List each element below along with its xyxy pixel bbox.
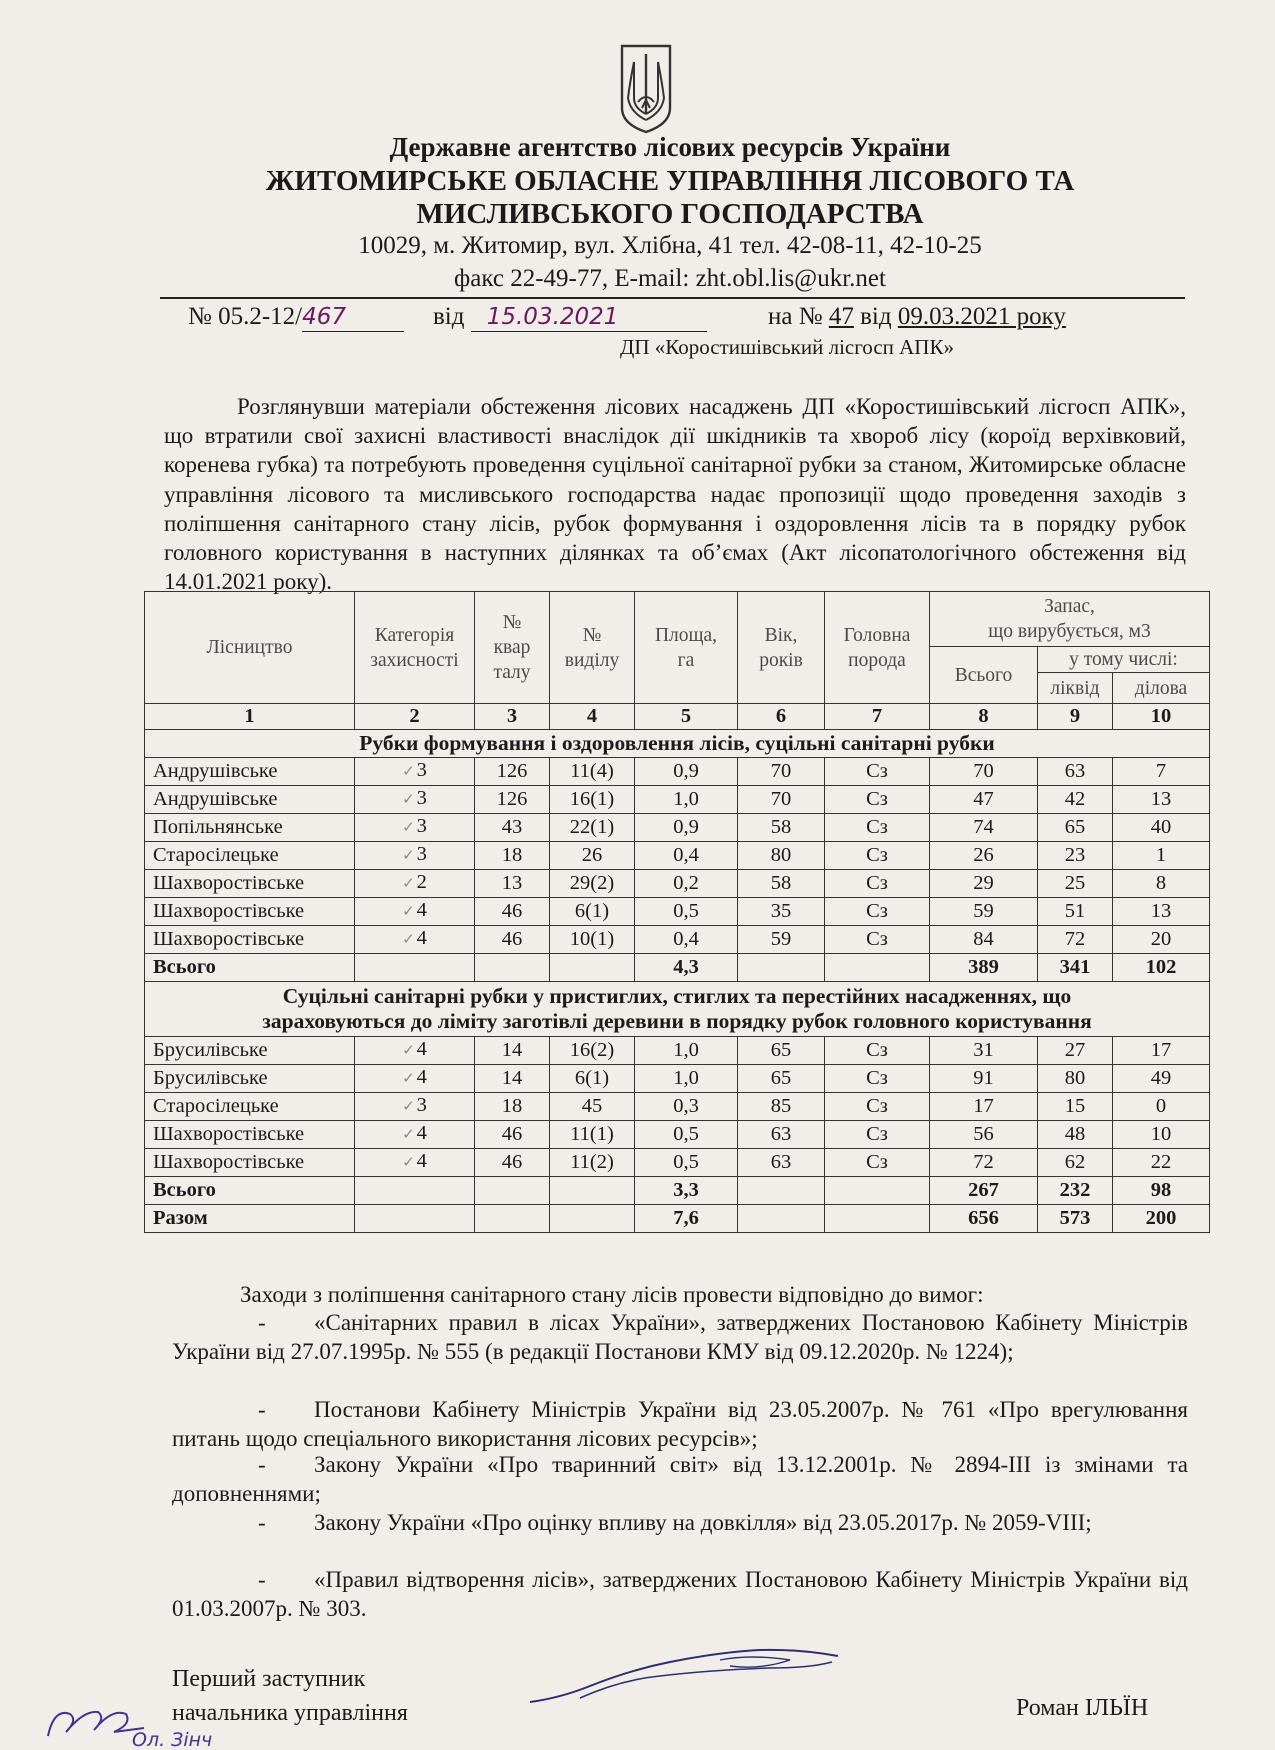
table-row: Шахворостівське ✓2 13 29(2) 0,2 58 Сз 29 25 8 [145,870,1210,898]
table-row: Шахворостівське ✓4 46 11(2) 0,5 63 Сз 72 62 22 [145,1149,1210,1177]
col-head-forestry: Лісництво [145,592,355,704]
incoming-reference [768,303,1066,331]
incoming-ref-number: 47 [828,303,854,330]
section1-total-row: Всього 4,3 389 341 102 [145,954,1210,982]
col-head-species: Головна порода [825,592,930,704]
table-row: Брусилівське ✓4 14 6(1) 1,0 65 Сз 91 80 49 [145,1065,1210,1093]
visa-initials-mark [40,1700,290,1750]
col-head-area: Площа, га [635,592,738,704]
col-head-age: Вік, років [738,592,825,704]
agency-name: Державне агентство лісових ресурсів України [389,132,951,162]
section-title-row [145,982,1210,1037]
outgoing-date [433,303,707,332]
outgoing-number [188,303,404,332]
grand-total-row: Разом 7,6 656 573 200 [145,1205,1210,1233]
signer-position-line2: начальника управління [172,1700,408,1726]
section-title-row [145,730,1210,758]
table-row: Шахворостівське ✓4 46 6(1) 0,5 35 Сз 59 51 13 [145,898,1210,926]
col-head-plot: № виділу [550,592,635,704]
table-row: Попільнянське ✓3 43 22(1) 0,9 58 Сз 74 65 40 [145,814,1210,842]
column-number-row: 1 2 3 4 5 6 7 8 9 10 [145,704,1210,730]
addressee: ДП «Коростишівський лісгосп АПК» [620,335,954,359]
requirement-item: - Постанови Кабінету Міністрів України від 23.05.2007р. № 761 «Про врегулювання питань щодо спеціального використання лісових ресурсів»; [172,1397,1188,1451]
requirement-item: - «Правил відтворення лісів», затверджених Постановою Кабінету Міністрів України від 01.03.2007р. № 303. [172,1567,1188,1621]
table-row: Андрушівське ✓3 126 11(4) 0,9 70 Сз 70 63 7 [145,758,1210,786]
table-row: Старосілецьке ✓3 18 26 0,4 80 Сз 26 23 1 [145,842,1210,870]
col-head-stock: Запас, що вирубується, м3 [930,592,1210,647]
intro-paragraph: Розглянувши матеріали обстеження лісових насаджень ДП «Коростишівський лісгосп АПК», що втратили свої захисні властивості внаслідок дії шкідників та хвороб лісу (короїд верхівковий, коренева губка) та потребують проведення суцільної санітарної рубки за станом, Житомирське обласне управління лісового та мисливського господарства надає пропозиції щодо проведення заходів з поліпшення санітарного стану лісів, рубок формування і оздоровлення лісів та в порядку рубок головного користування в наступних ділянках та об’ємах (Акт лісопатологічного обстеження від 14.01.2021 року). [164,394,1186,595]
requirements-lead: Заходи з поліпшення санітарного стану лісів провести відповідно до вимог: [240,1282,984,1307]
requirement-item: - Закону України «Про оцінку впливу на довкілля» від 23.05.2017р. № 2059-VIII; [258,1510,1092,1535]
signer-name: Роман ІЛЬЇН [1016,1695,1149,1721]
col-head-business: ділова [1113,673,1210,704]
incoming-ref-label: на № [768,303,823,330]
table-row: Шахворостівське ✓4 46 10(1) 0,4 59 Сз 84 72 20 [145,926,1210,954]
col-head-category: Категорія захисностi [355,592,475,704]
col-head-incl: у тому числі: [1038,647,1210,673]
col-head-quarter: № квар талу [475,592,550,704]
col-head-stock-total: Всього [930,647,1038,704]
outgoing-date-label: від [433,303,465,330]
outgoing-number-label: № 05.2-12/ [188,303,303,330]
postal-address: 10029, м. Житомир, вул. Хлібна, 41 тел. 42-08-11, 42-10-25 [358,232,982,259]
outgoing-number-handwritten: 467 [302,304,347,330]
section2-title: Суцільні санітарні рубки у пристиглих, стиглих та перестійних насадженнях, що зараховуються до ліміту заготівлі деревини в порядку рубок головного користування [145,982,1210,1037]
signer-position-line1: Перший заступник [172,1666,366,1692]
incoming-ref-date: 09.03.2021 року [897,303,1066,330]
header-divider [160,297,1185,299]
handwritten-signature [520,1640,850,1720]
incoming-ref-date-label: від [860,303,892,330]
col-head-liquid: ліквід [1038,673,1113,704]
office-name-line2: МИСЛИВСЬКОГО ГОСПОДАРСТВА [416,198,924,230]
table-row: Шахворостівське ✓4 46 11(1) 0,5 63 Сз 56 48 10 [145,1121,1210,1149]
contact-details: факс 22-49-77, E-mail: zht.obl.lis@ukr.net [454,265,886,292]
requirement-item: - Закону України «Про тваринний світ» від 13.12.2001р. № 2894-ІІІ із змінами та доповненнями; [172,1452,1188,1506]
section1-title: Рубки формування і оздоровлення лісів, суцільні санітарні рубки [145,730,1210,758]
felling-table [144,591,1210,1233]
outgoing-date-handwritten: 15.03.2021 [486,304,619,330]
table-row: Старосілецьке ✓3 18 45 0,3 85 Сз 17 15 0 [145,1093,1210,1121]
requirement-item: - «Санітарних правил в лісах України», затверджених Постановою Кабінету Міністрів України від 27.07.1995р. № 555 (в редакції Постанови КМУ від 09.12.2020р. № 1224); [172,1310,1188,1364]
office-name [150,165,1190,231]
visa-text: Ол. Зінч [132,1729,213,1750]
trident-emblem-icon [618,42,674,134]
section2-total-row: Всього 3,3 267 232 98 [145,1177,1210,1205]
table-row: Брусилівське ✓4 14 16(2) 1,0 65 Сз 31 27 17 [145,1037,1210,1065]
table-row: Андрушівське ✓3 126 16(1) 1,0 70 Сз 47 42 13 [145,786,1210,814]
office-name-line1: ЖИТОМИРСЬКЕ ОБЛАСНЕ УПРАВЛІННЯ ЛІСОВОГО ТА [265,165,1075,197]
